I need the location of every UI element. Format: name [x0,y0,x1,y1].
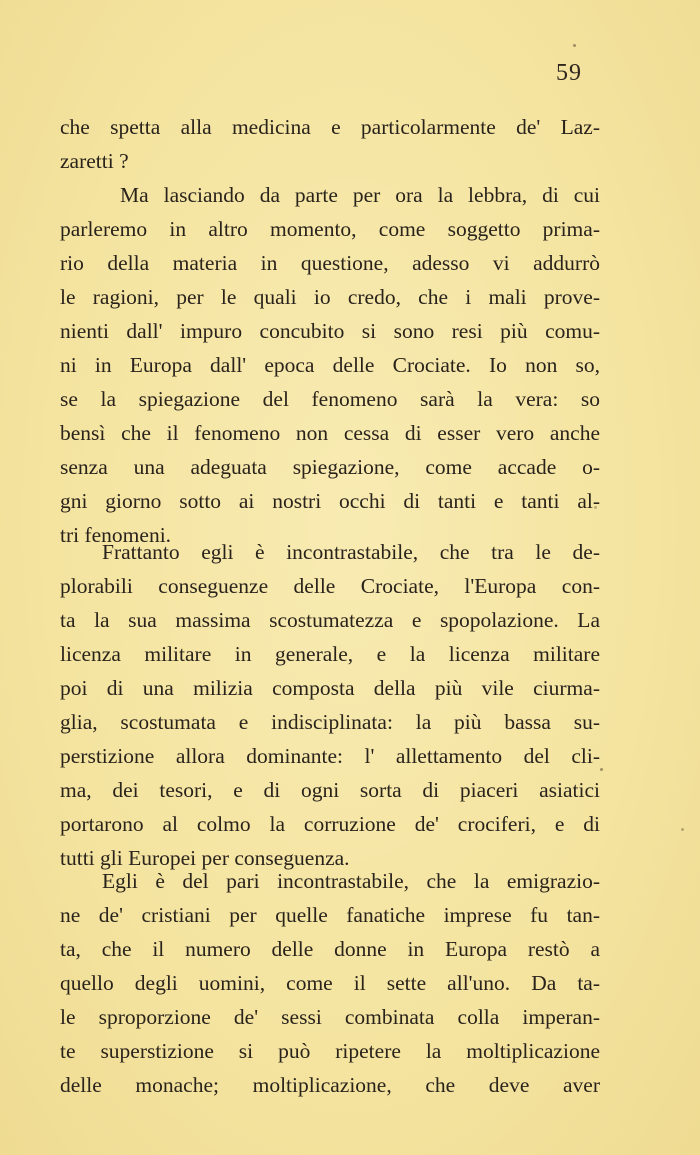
text-line: plorabili conseguenze delle Crociate, l'Europa con- [60,574,600,598]
text-line: senza una adeguata spiegazione, come accade o- [60,455,600,479]
text-line: quello degli uomini, come il sette all'uno. Da ta- [60,971,600,995]
text-line: te superstizione si può ripetere la moltiplicazione [60,1039,600,1063]
text-line: ta, che il numero delle donne in Europa restò a [60,937,600,961]
text-line: Ma lasciando da parte per ora la lebbra, di cui [120,183,600,207]
text-line: rio della materia in questione, adesso vi addurrò [60,251,600,275]
text-line: licenza militare in generale, e la licenza militare [60,642,600,666]
paper-speck [573,44,576,47]
paper-speck [681,828,684,831]
text-line: glia, scostumata e indisciplinata: la più bassa su- [60,710,600,734]
text-line: parleremo in altro momento, come soggetto prima- [60,217,600,241]
text-line: ma, dei tesori, e di ogni sorta di piaceri asiatici [60,778,600,802]
text-line: gni giorno sotto ai nostri occhi di tanti e tanti al- [60,489,600,513]
text-line: nienti dall' impuro concubito si sono resi più comu- [60,319,600,343]
text-line: zaretti ? [60,149,129,173]
paper-speck [594,506,597,509]
text-line: poi di una milizia composta della più vile ciurma- [60,676,600,700]
text-line: Egli è del pari incontrastabile, che la emigrazio- [102,869,600,893]
text-line: le sproporzione de' sessi combinata colla imperan- [60,1005,600,1029]
text-line: ni in Europa dall' epoca delle Crociate. Io non so, [60,353,600,377]
page-number: 59 [556,60,582,86]
text-line: tri fenomeni. [60,523,172,547]
text-line: ta la sua massima scostumatezza e spopolazione. La [60,608,600,632]
text-line: portarono al colmo la corruzione de' crociferi, e di [60,812,600,836]
text-line: delle monache; moltiplicazione, che deve aver [60,1073,600,1097]
text-line: Frattanto egli è incontrastabile, che tra le de- [102,540,600,564]
text-line: bensì che il fenomeno non cessa di esser vero anche [60,421,600,445]
text-line: ne de' cristiani per quelle fanatiche imprese fu tan- [60,903,600,927]
text-line: perstizione allora dominante: l' allettamento del cli- [60,744,600,768]
text-line: che spetta alla medicina e particolarmente de' Laz- [60,115,600,139]
text-line: se la spiegazione del fenomeno sarà la vera: so [60,387,600,411]
paper-speck [600,768,603,771]
text-line: tutti gli Europei per conseguenza. [60,846,350,870]
text-line: le ragioni, per le quali io credo, che i mali prove- [60,285,600,309]
